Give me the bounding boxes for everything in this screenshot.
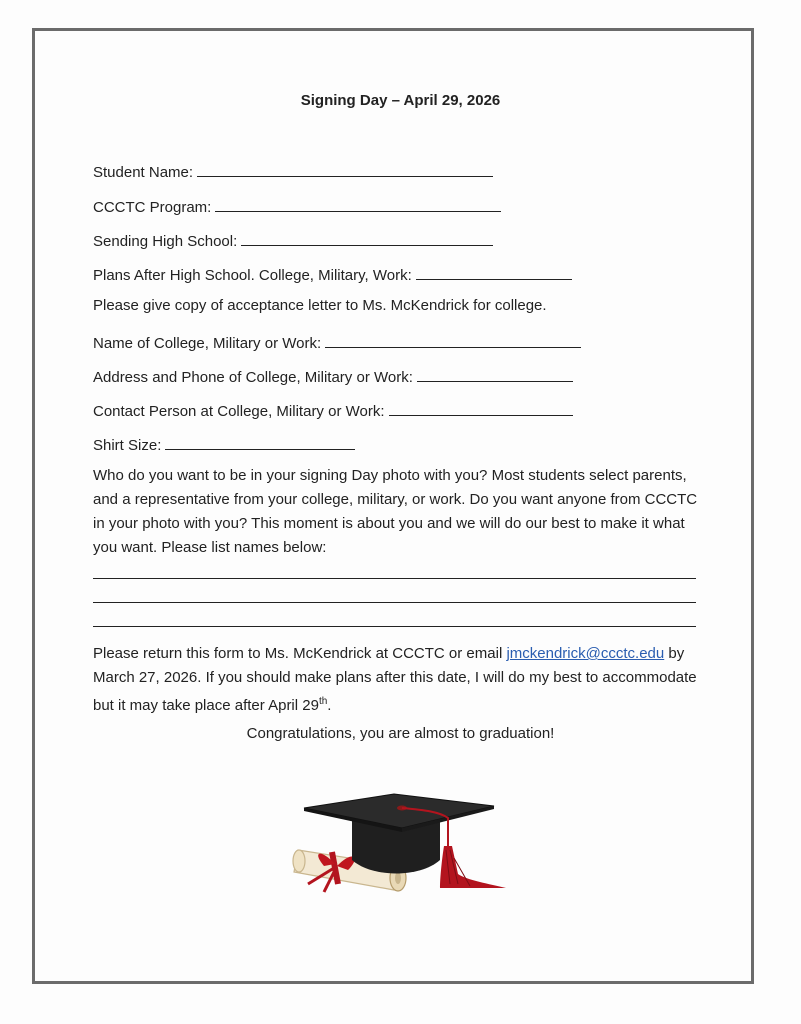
student-name-field <box>93 161 493 181</box>
program-blank[interactable] <box>215 196 501 212</box>
shirt-size-label: Shirt Size: <box>93 437 162 454</box>
return-note-text-2: by March 27, 2026. If you should make plans after this date, I will do my best to accommodate but it may take place after April 29 <box>93 645 697 714</box>
program-label: CCCTC Program: <box>93 199 212 216</box>
address-phone-field <box>93 366 573 386</box>
program-field <box>93 196 501 216</box>
plans-label: Plans After High School. College, Military, Work: <box>93 267 412 284</box>
contact-person-blank[interactable] <box>389 400 573 416</box>
plans-field <box>93 264 572 284</box>
return-note-end: . <box>327 697 332 714</box>
acceptance-note: Please give copy of acceptance letter to Ms. McKendrick for college. <box>93 297 547 314</box>
sending-school-blank[interactable] <box>241 230 493 246</box>
graduation-cap-diploma-illustration <box>290 788 515 903</box>
sending-school-field <box>93 230 493 250</box>
photo-question: Who do you want to be in your signing Day photo with you? Most students select parents, and a representative from your college, military, or work. Do you want anyone from CCCTC in your photo with you? This moment is about you and we will do our best to make it what you want. Please list names below: <box>93 467 698 556</box>
student-name-label: Student Name: <box>93 164 194 181</box>
plans-blank[interactable] <box>416 264 572 280</box>
names-line-1[interactable] <box>93 578 696 579</box>
names-line-3[interactable] <box>93 626 696 627</box>
student-name-blank[interactable] <box>197 161 493 177</box>
return-note-text-1: Please return this form to Ms. McKendrick at CCCTC or email <box>93 645 503 662</box>
shirt-size-blank[interactable] <box>165 434 355 450</box>
address-phone-blank[interactable] <box>417 366 573 382</box>
college-name-blank[interactable] <box>325 332 581 348</box>
address-phone-label: Address and Phone of College, Military or Work: <box>93 369 413 386</box>
contact-person-label: Contact Person at College, Military or Work: <box>93 403 385 420</box>
shirt-size-field <box>93 434 355 454</box>
names-line-2[interactable] <box>93 602 696 603</box>
college-name-label: Name of College, Military or Work: <box>93 335 322 352</box>
contact-person-field <box>93 400 573 420</box>
congratulations-text: Congratulations, you are almost to graduation! <box>246 725 555 742</box>
email-link[interactable]: jmckendrick@ccctc.edu <box>506 645 665 662</box>
superscript-th: th <box>318 696 328 707</box>
form-title: Signing Day – April 29, 2026 <box>300 92 501 109</box>
college-name-field <box>93 332 581 352</box>
return-note <box>93 642 703 718</box>
graduation-cap-icon <box>290 788 515 898</box>
sending-school-label: Sending High School: <box>93 233 238 250</box>
